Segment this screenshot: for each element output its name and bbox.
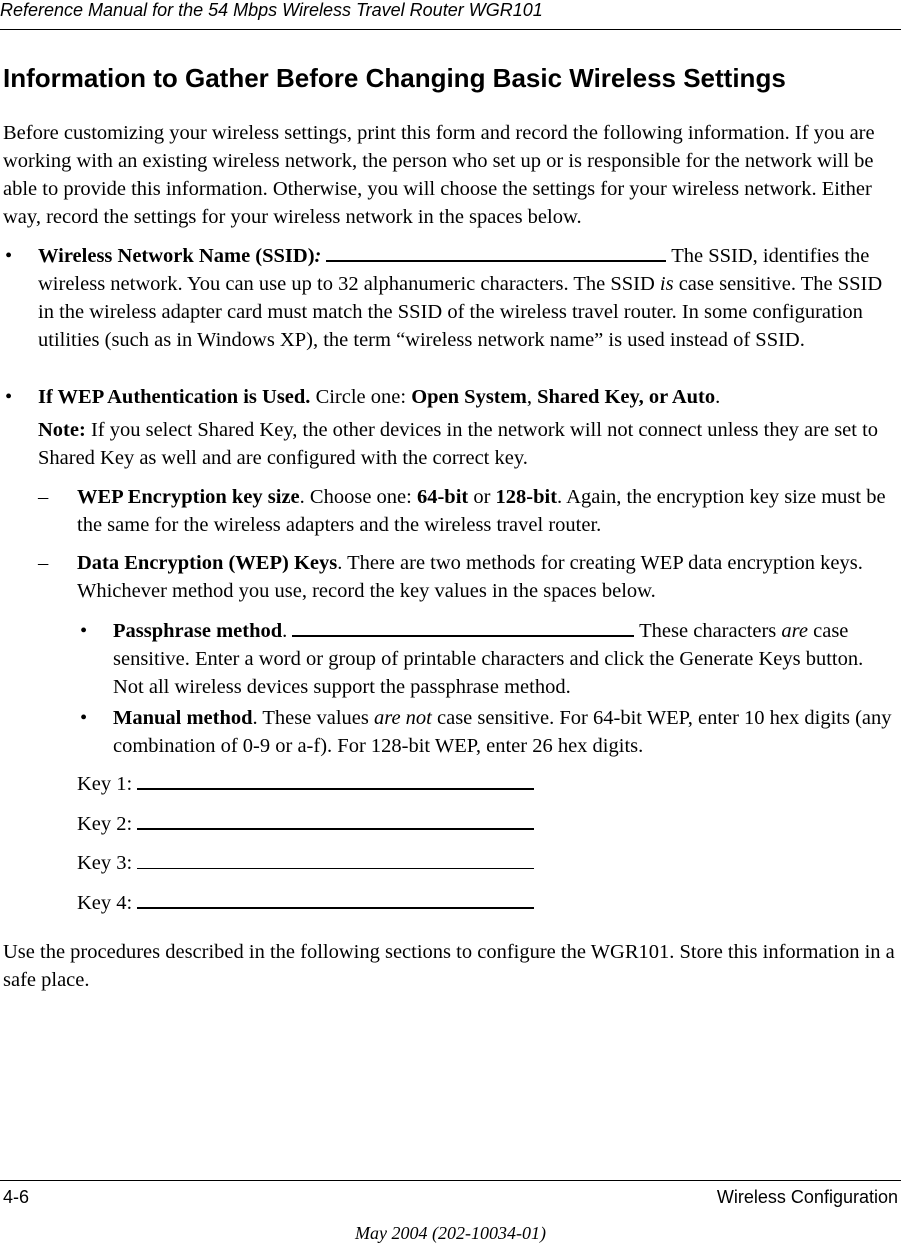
passphrase-item xyxy=(113,617,899,701)
key-4-blank-line xyxy=(137,891,534,909)
key-3-label: Key 3: xyxy=(77,852,133,874)
ssid-item xyxy=(38,242,898,354)
closing-paragraph: Use the procedures described in the following sections to configure the WGR101. Store this information in a safe place. xyxy=(3,941,895,991)
bullet-marker: • xyxy=(5,386,13,408)
note-paragraph xyxy=(38,416,898,472)
wep-auth-end: . xyxy=(715,386,721,408)
dash-marker: – xyxy=(38,486,49,508)
passphrase-text-a: These characters xyxy=(634,620,782,642)
footer-date: May 2004 (202-10034-01) xyxy=(355,1223,546,1243)
ssid-text-em: is xyxy=(659,273,674,295)
wep-auth-open-system: Open System xyxy=(411,386,527,408)
bullet-marker: • xyxy=(5,245,13,267)
passphrase-dot: . xyxy=(282,620,288,642)
key-4-label: Key 4: xyxy=(77,892,133,914)
key-3-blank-line xyxy=(137,852,534,869)
data-keys-label: Data Encryption (WEP) Keys xyxy=(77,552,338,574)
intro-paragraph: Before customizing your wireless settings, print this form and record the following information. If you are working with an existing wireless network, the person who set up or is responsible for the network will be able to provide this information. Otherwise, you will choose the settings for your wireless network. Either way, record the settings for your wireless network in the spaces below. xyxy=(3,122,875,228)
wep-auth-separator: , xyxy=(526,386,538,408)
passphrase-text-b: case sensitive. Enter a word or group of printable characters and click the Generate Keys button. Not all wireless devices support the passphrase method. xyxy=(113,620,864,698)
wep-auth-shared-key: Shared Key, or Auto xyxy=(537,386,716,408)
ssid-text-a: The SSID, identifies the wireless network. You can use up to 32 alphanumeric characters. The SSID xyxy=(38,245,870,295)
note-label: Note: xyxy=(38,419,86,441)
key-size-label: WEP Encryption key size xyxy=(77,486,300,508)
passphrase-blank-line xyxy=(292,619,634,637)
ssid-blank-line xyxy=(326,244,666,262)
key-1-row xyxy=(77,770,534,798)
manual-item xyxy=(113,704,899,760)
key-size-64bit: 64-bit xyxy=(416,486,469,508)
passphrase-label: Passphrase method xyxy=(113,620,283,642)
key-4-row xyxy=(77,889,534,917)
header-title: Reference Manual for the 54 Mbps Wireless Travel Router WGR101 xyxy=(0,0,543,20)
wep-auth-item xyxy=(38,383,898,411)
footer-page-number: 4-6 xyxy=(3,1187,30,1207)
key-size-text-b: . Again, the encryption key size must be the same for the wireless adapters and the wireless travel router. xyxy=(77,486,886,536)
manual-text-em: are not xyxy=(373,707,432,729)
footer-chapter: Wireless Configuration xyxy=(716,1187,898,1207)
data-keys-text: . There are two methods for creating WEP data encryption keys. Whichever method you use, record the key values in the spaces below. xyxy=(77,552,863,602)
running-header xyxy=(0,0,901,30)
footer-divider xyxy=(0,1180,901,1181)
key-size-text-a: . Choose one: xyxy=(299,486,417,508)
key-3-row xyxy=(77,849,534,877)
passphrase-text-em: are xyxy=(781,620,808,642)
key-2-label: Key 2: xyxy=(77,813,133,835)
ssid-colon: : xyxy=(314,245,322,267)
key-size-128bit: 128-bit xyxy=(495,486,558,508)
key-2-row xyxy=(77,810,534,838)
key-size-item xyxy=(77,483,898,539)
manual-label: Manual method xyxy=(113,707,253,729)
section-title: Information to Gather Before Changing Basic Wireless Settings xyxy=(3,63,786,93)
wep-auth-label: If WEP Authentication is Used. xyxy=(38,386,311,408)
bullet-marker: • xyxy=(80,620,88,642)
key-1-label: Key 1: xyxy=(77,773,133,795)
bullet-marker: • xyxy=(80,707,88,729)
key-1-blank-line xyxy=(137,772,534,790)
ssid-text-b: case sensitive. The SSID in the wireless adapter card must match the SSID of the wireless travel router. In some configuration utilities (such as in Windows XP), the term “wireless network name” is used instead of SSID. xyxy=(38,273,883,351)
dash-marker: – xyxy=(38,552,49,574)
key-size-or: or xyxy=(468,486,496,508)
note-text: If you select Shared Key, the other devices in the network will not connect unless they are set to Shared Key as well and are configured with the correct key. xyxy=(38,419,879,469)
key-2-blank-line xyxy=(137,812,534,830)
ssid-label: Wireless Network Name (SSID) xyxy=(38,245,315,267)
manual-text-b: case sensitive. For 64-bit WEP, enter 10 hex digits (any combination of 0-9 or a-f). For 128-bit WEP, enter 26 hex digits. xyxy=(113,707,892,757)
manual-text-a: . These values xyxy=(252,707,374,729)
data-keys-item xyxy=(77,549,898,605)
wep-auth-text: Circle one: xyxy=(310,386,412,408)
